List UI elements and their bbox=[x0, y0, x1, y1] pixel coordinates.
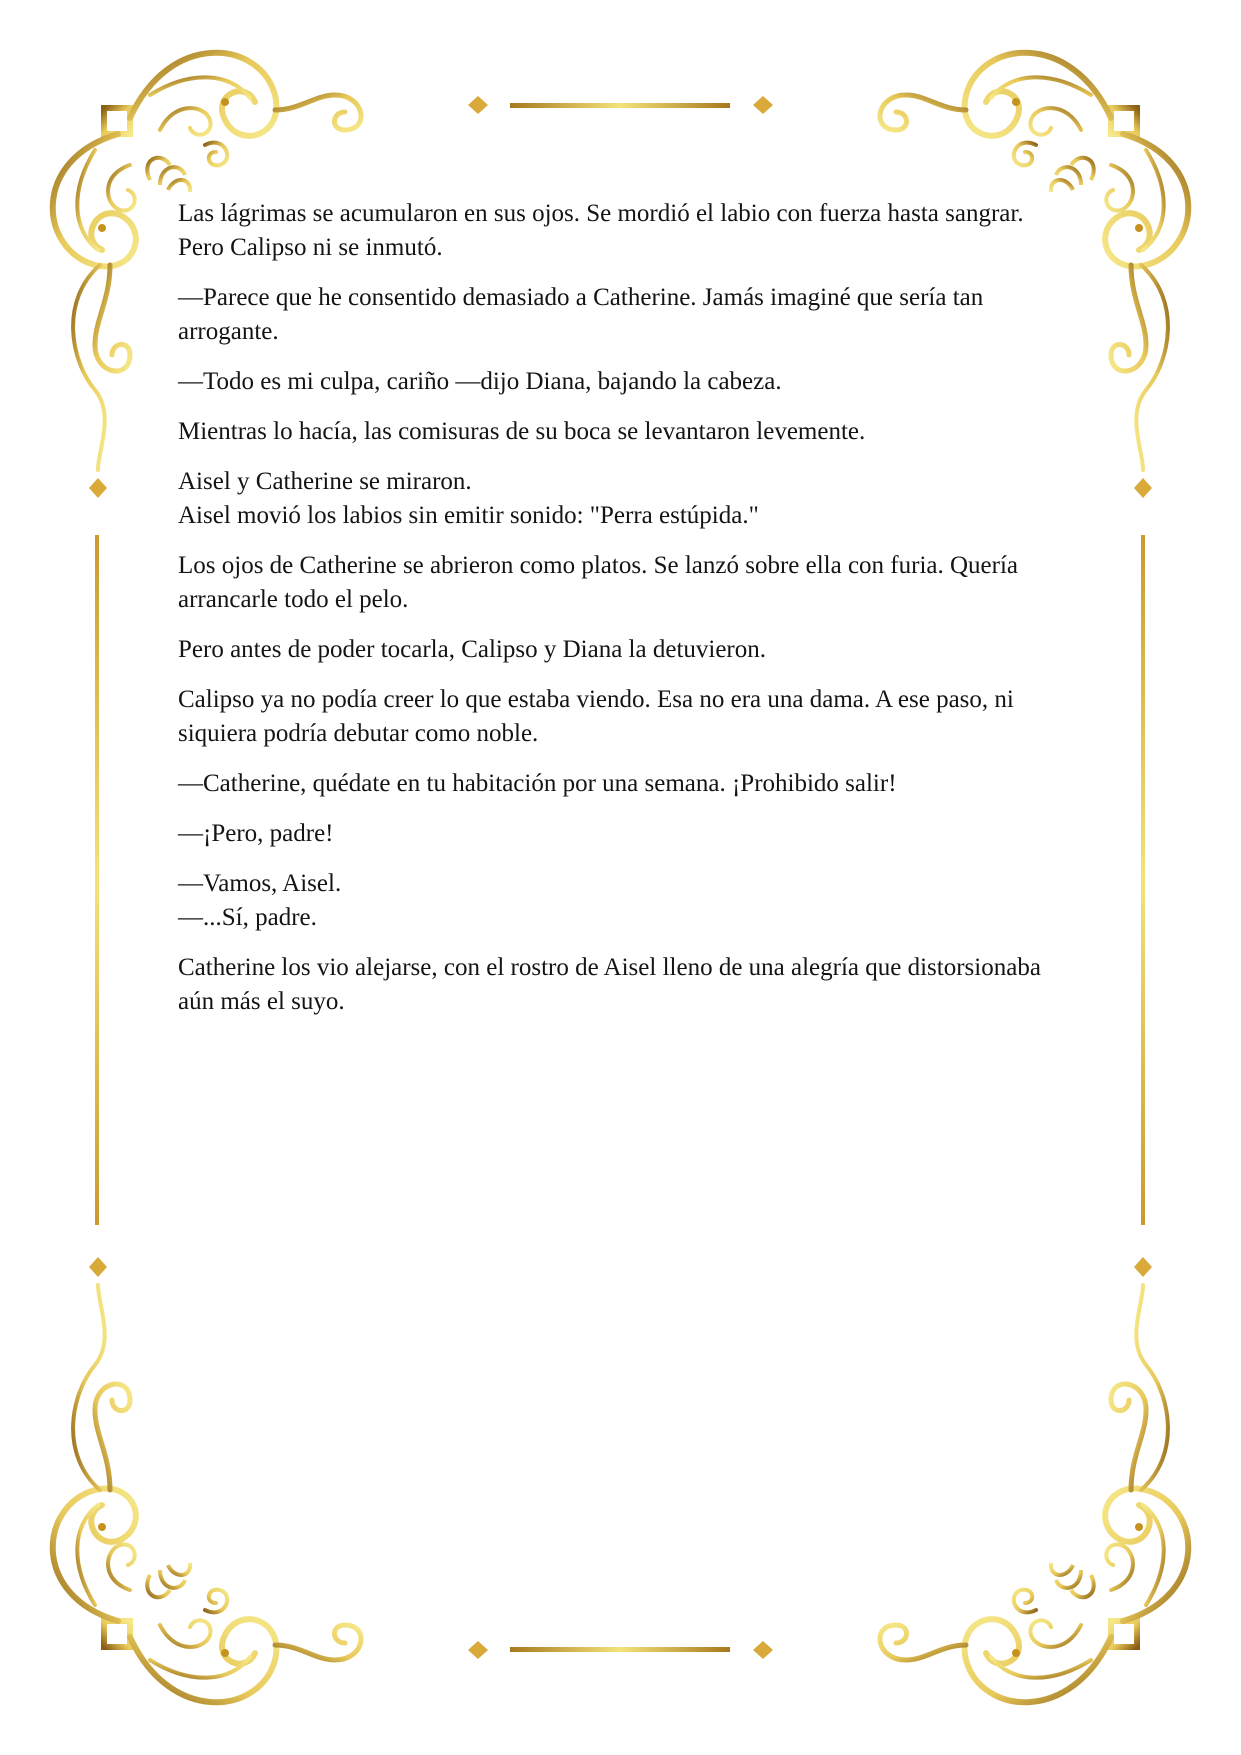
paragraph: Calipso ya no podía creer lo que estaba viendo. Esa no era una dama. A ese paso, ni siquiera podría debutar como noble. bbox=[178, 686, 1014, 747]
paragraph: Aisel y Catherine se miraron. bbox=[178, 468, 472, 495]
paragraph: —...Sí, padre. bbox=[178, 904, 317, 931]
paragraph: —¡Pero, padre! bbox=[178, 820, 334, 847]
corner-ornament-bottom-right bbox=[753, 1257, 1188, 1702]
paragraph: Los ojos de Catherine se abrieron como platos. Se lanzó sobre ella con furia. Quería arrancarle todo el pelo. bbox=[178, 552, 1019, 613]
paragraph: Aisel movió los labios sin emitir sonido: "Perra estúpida." bbox=[178, 502, 759, 529]
paragraph: —Todo es mi culpa, cariño —dijo Diana, bajando la cabeza. bbox=[178, 368, 782, 395]
paragraph: Las lágrimas se acumularon en sus ojos. Se mordió el labio con fuerza hasta sangrar. bbox=[178, 200, 1024, 227]
paragraph: —Parece que he consentido demasiado a Catherine. Jamás imaginé que sería tan arrogante. bbox=[178, 284, 984, 345]
paragraph: —Catherine, quédate en tu habitación por una semana. ¡Prohibido salir! bbox=[178, 770, 897, 797]
paragraph: —Vamos, Aisel. bbox=[178, 870, 342, 897]
story-text bbox=[178, 197, 1078, 1035]
corner-ornament-bottom-left bbox=[53, 1257, 488, 1702]
left-rule bbox=[95, 535, 99, 1225]
paragraph: Mientras lo hacía, las comisuras de su boca se levantaron levemente. bbox=[178, 418, 866, 445]
top-rule bbox=[510, 103, 730, 108]
right-rule bbox=[1141, 535, 1145, 1225]
paragraph: Catherine los vio alejarse, con el rostro de Aisel lleno de una alegría que distorsionaba aún más el suyo. bbox=[178, 954, 1041, 1015]
bottom-rule bbox=[510, 1647, 730, 1652]
paragraph: Pero antes de poder tocarla, Calipso y Diana la detuvieron. bbox=[178, 636, 767, 663]
paragraph: Pero Calipso ni se inmutó. bbox=[178, 234, 443, 261]
